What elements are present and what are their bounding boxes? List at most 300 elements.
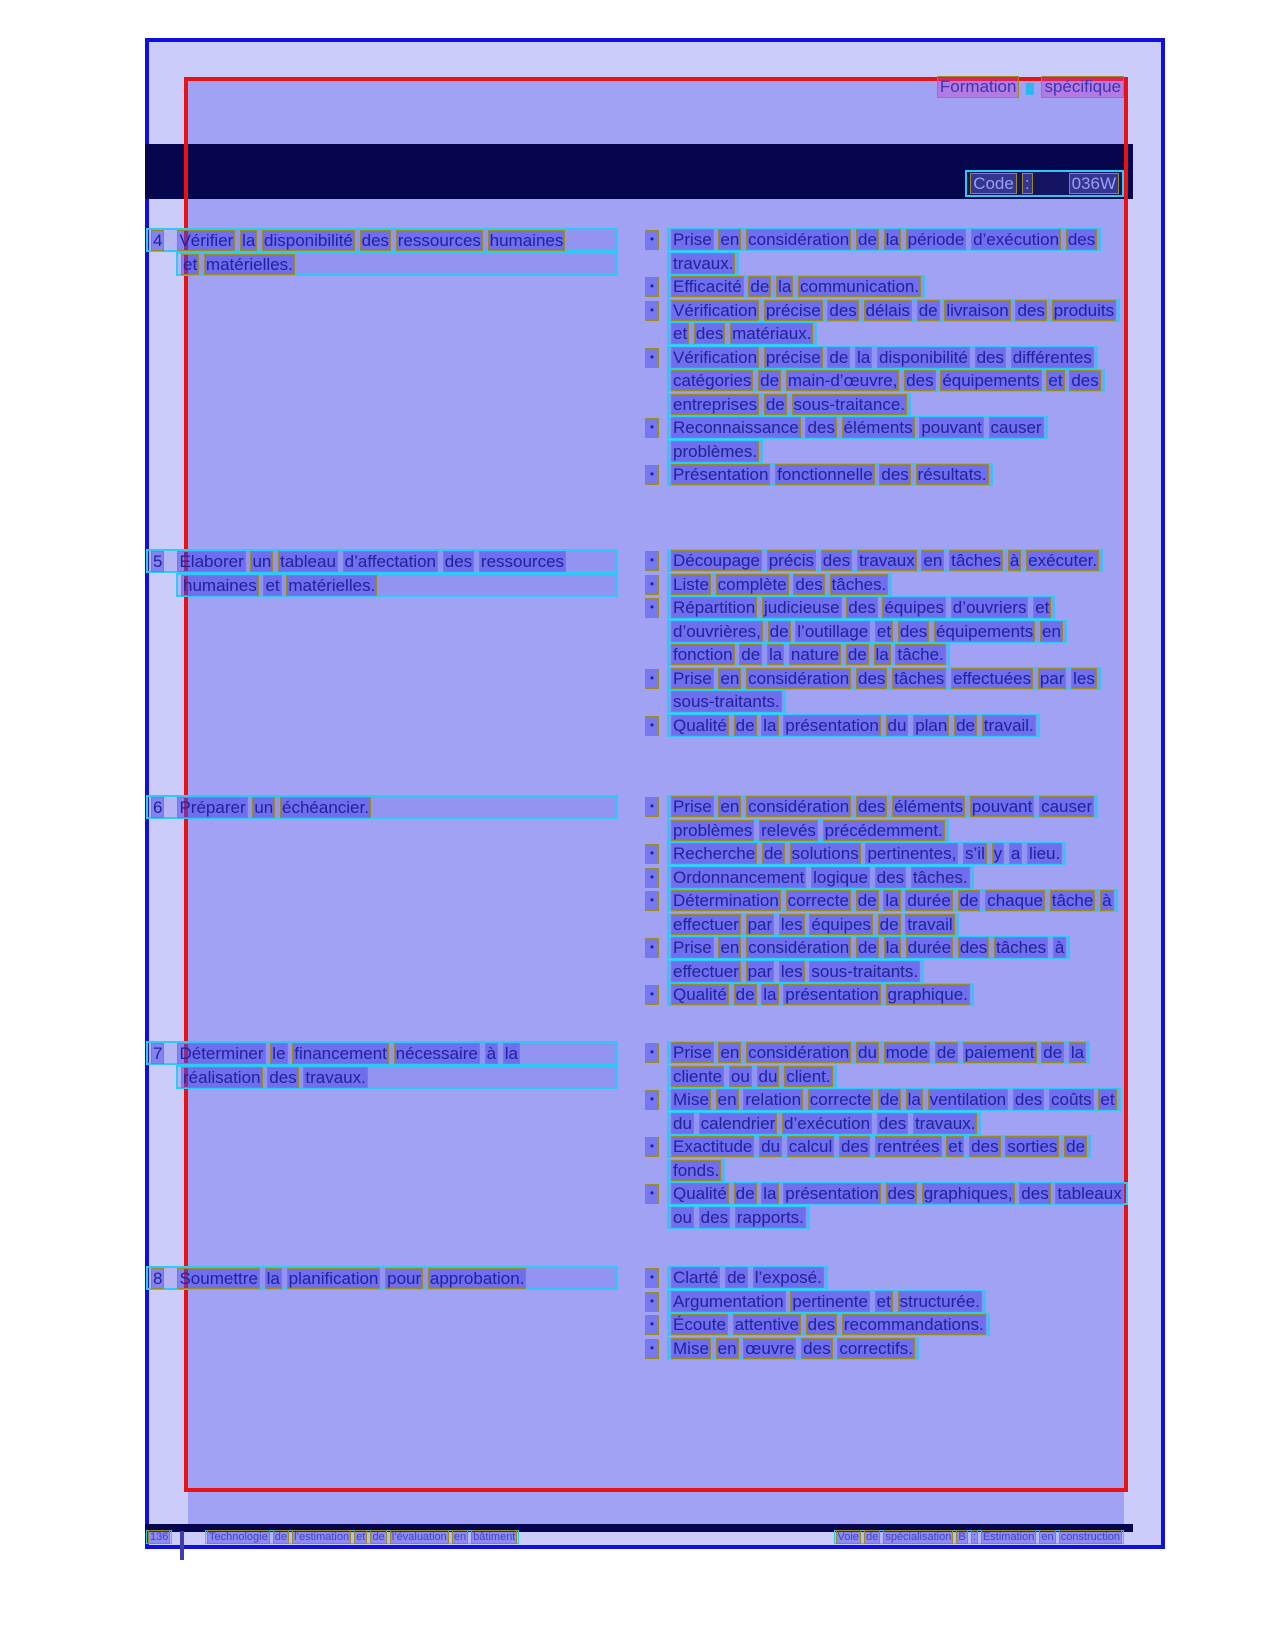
word-highlight-box: Qualité	[673, 1184, 727, 1203]
word-highlight-box: de	[956, 715, 975, 735]
word-highlight-box: y	[993, 844, 1003, 863]
bullet-icon: •	[645, 891, 659, 911]
word-highlight-box: et	[265, 576, 280, 595]
word-highlight-box: travaux	[858, 551, 915, 570]
word-highlight-box: sous-traitants.	[673, 692, 780, 711]
word-highlight-box: Répartition	[673, 598, 756, 617]
section-number: 4	[153, 231, 163, 250]
criterion-text	[667, 866, 1124, 890]
word-highlight-box: à	[1009, 551, 1020, 570]
word-highlight-box: coûts	[1051, 1090, 1092, 1109]
word-highlight-box: considération	[748, 230, 850, 249]
criterion-text	[667, 596, 1124, 667]
line-highlight-box	[667, 549, 1103, 572]
word-highlight-box: tâches	[995, 938, 1047, 957]
word-highlight-box: attentive	[734, 1315, 799, 1334]
word-highlight-box: en	[1041, 1531, 1054, 1543]
performance-criteria-list	[645, 1266, 1124, 1360]
word-highlight-box: les	[780, 961, 803, 981]
word-highlight-box: en	[717, 1338, 737, 1358]
word-highlight-box: des	[1071, 371, 1099, 390]
bullet-icon: •	[645, 598, 659, 618]
word-highlight-box: Vérifier	[179, 231, 234, 250]
criterion-item	[645, 1088, 1124, 1135]
word-highlight-box: à	[1102, 891, 1112, 910]
word-highlight-box: causer	[1041, 797, 1093, 816]
word-highlight-box: judicieuse	[763, 598, 840, 617]
title-line-box	[146, 549, 618, 573]
word-highlight-box: de	[879, 1090, 899, 1109]
word-highlight-box: graphiques,	[923, 1184, 1013, 1203]
word-highlight-box: équipements	[942, 371, 1040, 390]
word-highlight-box: des	[269, 1068, 297, 1087]
word-highlight-box: et	[1100, 1090, 1115, 1109]
word-highlight-box: des	[1021, 1184, 1049, 1203]
word-highlight-box: par	[1039, 668, 1065, 688]
bullet-icon: •	[645, 575, 659, 595]
word-highlight-box: des	[807, 418, 835, 437]
word-highlight-box: des	[1014, 1090, 1043, 1109]
criterion-text	[667, 275, 1124, 299]
word-highlight-box: recommandations.	[843, 1315, 984, 1334]
word-highlight-box: des	[857, 797, 886, 816]
bullet-icon: •	[645, 797, 659, 817]
word-highlight-box: travaux.	[673, 253, 734, 273]
word-highlight-box: de	[735, 985, 755, 1004]
word-highlight-box: communication.	[800, 277, 920, 296]
word-highlight-box: la	[885, 891, 899, 910]
line-highlight-box	[667, 416, 1048, 463]
criterion-text	[667, 1290, 1124, 1314]
word-highlight-box: produits	[1053, 300, 1115, 320]
word-highlight-box: sous-traitance.	[793, 394, 905, 414]
word-highlight-box: des	[881, 465, 909, 484]
bullet-icon: •	[645, 1339, 659, 1359]
word-highlight-box: des	[876, 867, 905, 887]
word-highlight-box: Ordonnancement	[673, 867, 805, 887]
word-highlight-box: des	[906, 371, 934, 390]
word-highlight-box: fonction	[673, 645, 733, 664]
formation-note	[937, 76, 1124, 98]
performance-criteria-list	[645, 228, 1124, 487]
word-highlight-box: à	[486, 1044, 497, 1063]
word-highlight-box: complète	[717, 574, 787, 594]
word-highlight-box: Détermination	[673, 891, 779, 910]
criterion-text	[667, 416, 1124, 463]
word-highlight-box: ressources	[480, 552, 565, 571]
word-highlight-box: éléments	[894, 797, 964, 816]
word-highlight-box: du	[761, 1137, 781, 1156]
bullet-icon: •	[645, 465, 659, 485]
line-highlight-box	[667, 228, 1101, 275]
line-highlight-box	[667, 714, 1040, 737]
word-highlight-box: de	[741, 645, 761, 664]
line-highlight-box	[667, 936, 1070, 983]
criterion-item	[645, 573, 1124, 597]
word-highlight-box: des	[1067, 230, 1096, 249]
criterion-text	[667, 573, 1124, 597]
word-highlight-box: par	[747, 914, 773, 934]
bullet-icon: •	[645, 1184, 659, 1204]
formation-word: Formation	[937, 76, 1020, 98]
criterion-item	[645, 228, 1124, 275]
word-highlight-box: problèmes.	[673, 441, 758, 461]
word-highlight-box: sorties	[1007, 1137, 1058, 1156]
criterion-text	[667, 983, 1124, 1007]
line-highlight-box	[667, 1337, 919, 1360]
word-highlight-box: la	[768, 645, 783, 664]
word-highlight-box: durée	[907, 891, 951, 910]
word-highlight-box: cliente	[673, 1066, 723, 1086]
word-highlight-box: un	[252, 552, 272, 571]
word-highlight-box: de	[750, 277, 770, 296]
word-highlight-box: des	[959, 938, 988, 957]
criterion-item	[645, 866, 1124, 890]
bullet-icon: •	[645, 1292, 659, 1312]
word-highlight-box: des	[899, 621, 928, 641]
bullet-icon: •	[645, 716, 659, 736]
line-highlight-box	[667, 463, 993, 486]
word-highlight-box: Vérification	[673, 347, 758, 367]
bullet-icon: •	[645, 669, 659, 689]
word-highlight-box: Recherche	[673, 844, 756, 863]
word-highlight-box: Argumentation	[673, 1291, 784, 1311]
word-highlight-box: en	[720, 230, 740, 249]
word-highlight-box: l’exposé.	[754, 1268, 822, 1287]
criterion-item	[645, 936, 1124, 983]
word-highlight-box: Prise	[673, 797, 712, 816]
title-line-box	[146, 795, 618, 819]
word-highlight-box: travail.	[983, 715, 1034, 735]
word-highlight-box: client.	[786, 1066, 831, 1086]
word-highlight-box: un	[254, 798, 274, 817]
competency-element	[146, 228, 618, 276]
line-highlight-box	[667, 795, 1098, 842]
word-highlight-box: ou	[673, 1207, 692, 1227]
word-highlight-box: durée	[907, 938, 952, 957]
word-highlight-box: Prise	[673, 668, 712, 688]
page-number	[146, 1531, 172, 1544]
criterion-text	[667, 714, 1124, 738]
line-highlight-box	[667, 596, 1067, 666]
criterion-item	[645, 1290, 1124, 1314]
criterion-text	[667, 228, 1124, 275]
word-highlight-box: matérielles.	[288, 576, 376, 595]
footer-doc-subtitle	[834, 1531, 1124, 1544]
word-highlight-box: fonctionnelle	[777, 465, 873, 484]
bullet-icon: •	[645, 230, 659, 250]
criterion-text	[667, 549, 1124, 573]
word-highlight-box: des	[444, 552, 473, 571]
word-highlight-box: Estimation	[982, 1531, 1035, 1543]
word-highlight-box: les	[1073, 668, 1095, 688]
criterion-text	[667, 1041, 1124, 1088]
word-highlight-box: Mise	[673, 1090, 709, 1109]
word-highlight-box: construction	[1060, 1531, 1120, 1543]
criterion-item	[645, 667, 1124, 714]
word-highlight-box: d’ouvrières,	[673, 621, 761, 641]
word-highlight-box: tableau	[280, 552, 336, 571]
word-highlight-box: en	[453, 1531, 467, 1543]
section-number: 7	[153, 1044, 163, 1063]
criterion-item	[645, 714, 1124, 738]
formation-word: spécifique	[1041, 76, 1124, 98]
title-line-box	[146, 1041, 618, 1065]
word-highlight-box: la	[907, 1090, 921, 1109]
title-line-box	[176, 252, 618, 276]
word-highlight-box: ventilation	[929, 1090, 1007, 1109]
word-highlight-box: tâches	[894, 668, 945, 688]
word-highlight-box: Exactitude	[673, 1137, 753, 1156]
word-highlight-box: la	[885, 938, 899, 957]
line-highlight-box	[667, 1266, 828, 1289]
word-highlight-box: la	[875, 645, 889, 664]
word-highlight-box: de	[727, 1268, 747, 1287]
word-highlight-box: d’exécution	[784, 1113, 871, 1133]
competency-element	[146, 549, 618, 597]
word-highlight-box: de	[918, 300, 938, 320]
word-highlight-box: précise	[765, 300, 821, 320]
word-highlight-box: graphique.	[887, 985, 968, 1004]
word-highlight-box: B	[958, 1531, 966, 1543]
word-highlight-box: d’affectation	[344, 552, 437, 571]
performance-criteria-list	[645, 795, 1124, 1007]
word-highlight-box: exécuter.	[1028, 551, 1098, 570]
word-highlight-box: s’il	[965, 844, 985, 863]
word-highlight-box: en	[720, 797, 740, 816]
bullet-icon: •	[645, 1137, 659, 1157]
word-highlight-box: des	[829, 300, 857, 320]
word-highlight-box: considération	[748, 797, 850, 816]
section-number: 8	[153, 1269, 163, 1288]
word-highlight-box: délais	[865, 300, 910, 320]
word-highlight-box: les	[780, 914, 803, 934]
word-highlight-box: spécialisation	[885, 1531, 952, 1543]
word-highlight-box: pertinentes,	[867, 844, 957, 863]
criterion-text	[667, 667, 1124, 714]
word-highlight-box: par	[747, 961, 773, 981]
word-highlight-box: en	[720, 668, 740, 688]
word-highlight-box: différentes	[1012, 347, 1092, 367]
word-highlight-box: calendrier	[700, 1113, 776, 1133]
word-highlight-box: de	[1066, 1137, 1086, 1156]
word-highlight-box: des	[887, 1184, 915, 1203]
bullet-icon: •	[645, 301, 659, 321]
word-highlight-box: pouvant	[971, 797, 1033, 816]
line-highlight-box	[667, 299, 1120, 346]
word-highlight-box: la	[1070, 1043, 1085, 1062]
criterion-text	[667, 463, 1124, 487]
word-highlight-box: Présentation	[673, 465, 769, 484]
line-highlight-box	[667, 1041, 1090, 1088]
criterion-text	[667, 1088, 1124, 1135]
word-highlight-box: en	[720, 1043, 740, 1062]
word-highlight-box: effectuer	[673, 961, 739, 981]
word-highlight-box: de	[847, 645, 867, 664]
word-highlight-box: précis	[768, 551, 815, 570]
word-highlight-box: bâtiment	[473, 1531, 516, 1543]
word-highlight-box: effectuer	[673, 914, 739, 934]
word-highlight-box: présentation	[785, 1184, 879, 1203]
title-line-box	[176, 1065, 618, 1089]
word-highlight-box: la	[778, 277, 792, 296]
criterion-item	[645, 299, 1124, 346]
bullet-icon: •	[645, 1090, 659, 1110]
word-highlight-box: Clarté	[673, 1268, 719, 1287]
word-highlight-box: du	[758, 1066, 778, 1086]
word-highlight-box: et	[1035, 598, 1050, 617]
word-highlight-box: réalisation	[183, 1068, 261, 1087]
word-highlight-box: pertinente	[792, 1291, 868, 1311]
title-line-box	[176, 573, 618, 597]
gap-marker	[1026, 83, 1034, 95]
word-highlight-box: des	[803, 1338, 831, 1358]
bullet-icon: •	[645, 277, 659, 297]
performance-criteria-list	[645, 549, 1124, 737]
word-highlight-box: correcte	[787, 891, 849, 910]
line-highlight-box	[667, 346, 1105, 416]
word-highlight-box: la	[242, 231, 256, 250]
word-highlight-box: Reconnaissance	[673, 418, 799, 437]
word-highlight-box: correcte	[809, 1090, 872, 1109]
word-highlight-box: de	[769, 621, 789, 641]
bullet-icon: •	[645, 938, 659, 958]
bullet-icon: •	[645, 418, 659, 438]
line-highlight-box	[667, 842, 1066, 865]
word-highlight-box: tâches	[951, 551, 1002, 570]
criterion-item	[645, 1135, 1124, 1182]
code-line	[965, 170, 1124, 197]
word-highlight-box: de	[1043, 1043, 1063, 1062]
word-highlight-box: de	[274, 1531, 288, 1543]
word-highlight-box: de	[857, 230, 877, 249]
criterion-text	[667, 795, 1124, 842]
word-highlight-box: tâches.	[912, 867, 968, 887]
word-highlight-box: et	[948, 1137, 963, 1156]
word-highlight-box: livraison	[946, 300, 1009, 320]
word-highlight-box: sous-traitants.	[811, 961, 919, 981]
section-number: 5	[153, 552, 163, 571]
word-highlight-box: de	[857, 938, 877, 957]
word-highlight-box: fonds.	[673, 1160, 720, 1180]
caret-bar	[180, 1531, 184, 1560]
line-highlight-box	[667, 1290, 986, 1313]
word-highlight-box: tâche.	[897, 645, 944, 664]
bullet-icon: •	[645, 551, 659, 571]
word-highlight-box: effectuées	[952, 668, 1032, 688]
word-highlight-box: planification	[288, 1269, 379, 1288]
footer-doc-title	[205, 1531, 519, 1544]
word-highlight-box: en	[717, 1090, 737, 1109]
word-highlight-box: Vérification	[673, 300, 758, 320]
criterion-text	[667, 936, 1124, 983]
word-highlight-box: du	[857, 1043, 877, 1062]
word-highlight-box: lieu.	[1029, 844, 1061, 863]
criterion-item	[645, 549, 1124, 573]
word-highlight-box: Découpage	[673, 551, 760, 570]
bullet-icon: •	[645, 868, 659, 888]
word-highlight-box: de	[857, 891, 877, 910]
word-highlight-box: et	[1048, 371, 1063, 390]
word-highlight-box: rapports.	[736, 1207, 804, 1227]
word-highlight-box: travaux.	[305, 1068, 366, 1087]
word-highlight-box: et	[876, 621, 892, 641]
word-highlight-box: Déterminer	[179, 1044, 264, 1063]
word-highlight-box: d’ouvriers	[952, 598, 1027, 617]
word-highlight-box: Qualité	[673, 985, 727, 1004]
word-highlight-box: des	[695, 324, 724, 343]
word-highlight-box: de	[765, 394, 785, 414]
word-highlight-box: Efficacité	[673, 277, 742, 296]
line-highlight-box	[667, 983, 974, 1006]
line-highlight-box	[667, 1088, 1121, 1135]
bullet-icon: •	[645, 1315, 659, 1335]
code-label: Code	[970, 173, 1017, 194]
criterion-text	[667, 1182, 1124, 1229]
word-highlight-box: approbation.	[429, 1269, 525, 1288]
word-highlight-box: la	[885, 230, 899, 249]
word-highlight-box: relation	[745, 1090, 802, 1109]
word-highlight-box: des	[848, 598, 876, 617]
word-highlight-box: des	[857, 668, 886, 688]
word-highlight-box: des	[807, 1315, 836, 1334]
criterion-item	[645, 1313, 1124, 1337]
word-highlight-box: Écoute	[673, 1315, 726, 1334]
bullet-icon: •	[645, 985, 659, 1005]
word-highlight-box: tâche	[1051, 891, 1094, 910]
word-highlight-box: équipements	[935, 621, 1034, 641]
word-highlight-box: travaux.	[914, 1113, 976, 1133]
word-highlight-box: humaines	[183, 576, 257, 595]
criterion-item	[645, 416, 1124, 463]
word-highlight-box: Qualité	[673, 715, 727, 735]
word-highlight-box: catégories	[673, 371, 752, 390]
word-highlight-box: présentation	[785, 985, 879, 1004]
word-highlight-box: considération	[748, 1043, 850, 1062]
word-highlight-box: nature	[790, 645, 840, 664]
word-highlight-box: de	[735, 715, 755, 735]
word-highlight-box: période	[907, 230, 965, 249]
word-highlight-box: la	[266, 1269, 280, 1288]
criterion-text	[667, 1313, 1124, 1337]
word-highlight-box: ou	[730, 1066, 750, 1086]
word-highlight-box: des	[822, 551, 851, 570]
word-highlight-box: de	[879, 914, 899, 934]
line-highlight-box	[146, 1530, 172, 1544]
word-highlight-box: de	[866, 1531, 879, 1543]
word-highlight-box: disponibilité	[879, 347, 968, 367]
word-highlight-box: disponibilité	[264, 231, 353, 250]
word-highlight-box: la	[504, 1044, 519, 1063]
word-highlight-box: plan	[915, 715, 948, 735]
word-highlight-box: du	[887, 715, 907, 735]
line-highlight-box	[667, 1182, 1128, 1229]
word-highlight-box: Technologie	[209, 1531, 268, 1543]
word-highlight-box: tableaux	[1057, 1184, 1122, 1203]
line-highlight-box	[667, 1135, 1091, 1182]
word-highlight-box: Prise	[673, 230, 712, 249]
word-highlight-box: considération	[748, 668, 850, 688]
word-highlight-box: main-d’œuvre,	[787, 371, 898, 390]
word-highlight-box: échéancier.	[282, 798, 369, 817]
bullet-icon: •	[645, 1268, 659, 1288]
word-highlight-box: précise	[765, 347, 821, 367]
word-highlight-box: et	[356, 1531, 366, 1543]
word-highlight-box: de	[372, 1531, 385, 1543]
criterion-item	[645, 795, 1124, 842]
title-line-box	[146, 228, 618, 252]
word-highlight-box: mode	[885, 1043, 929, 1062]
